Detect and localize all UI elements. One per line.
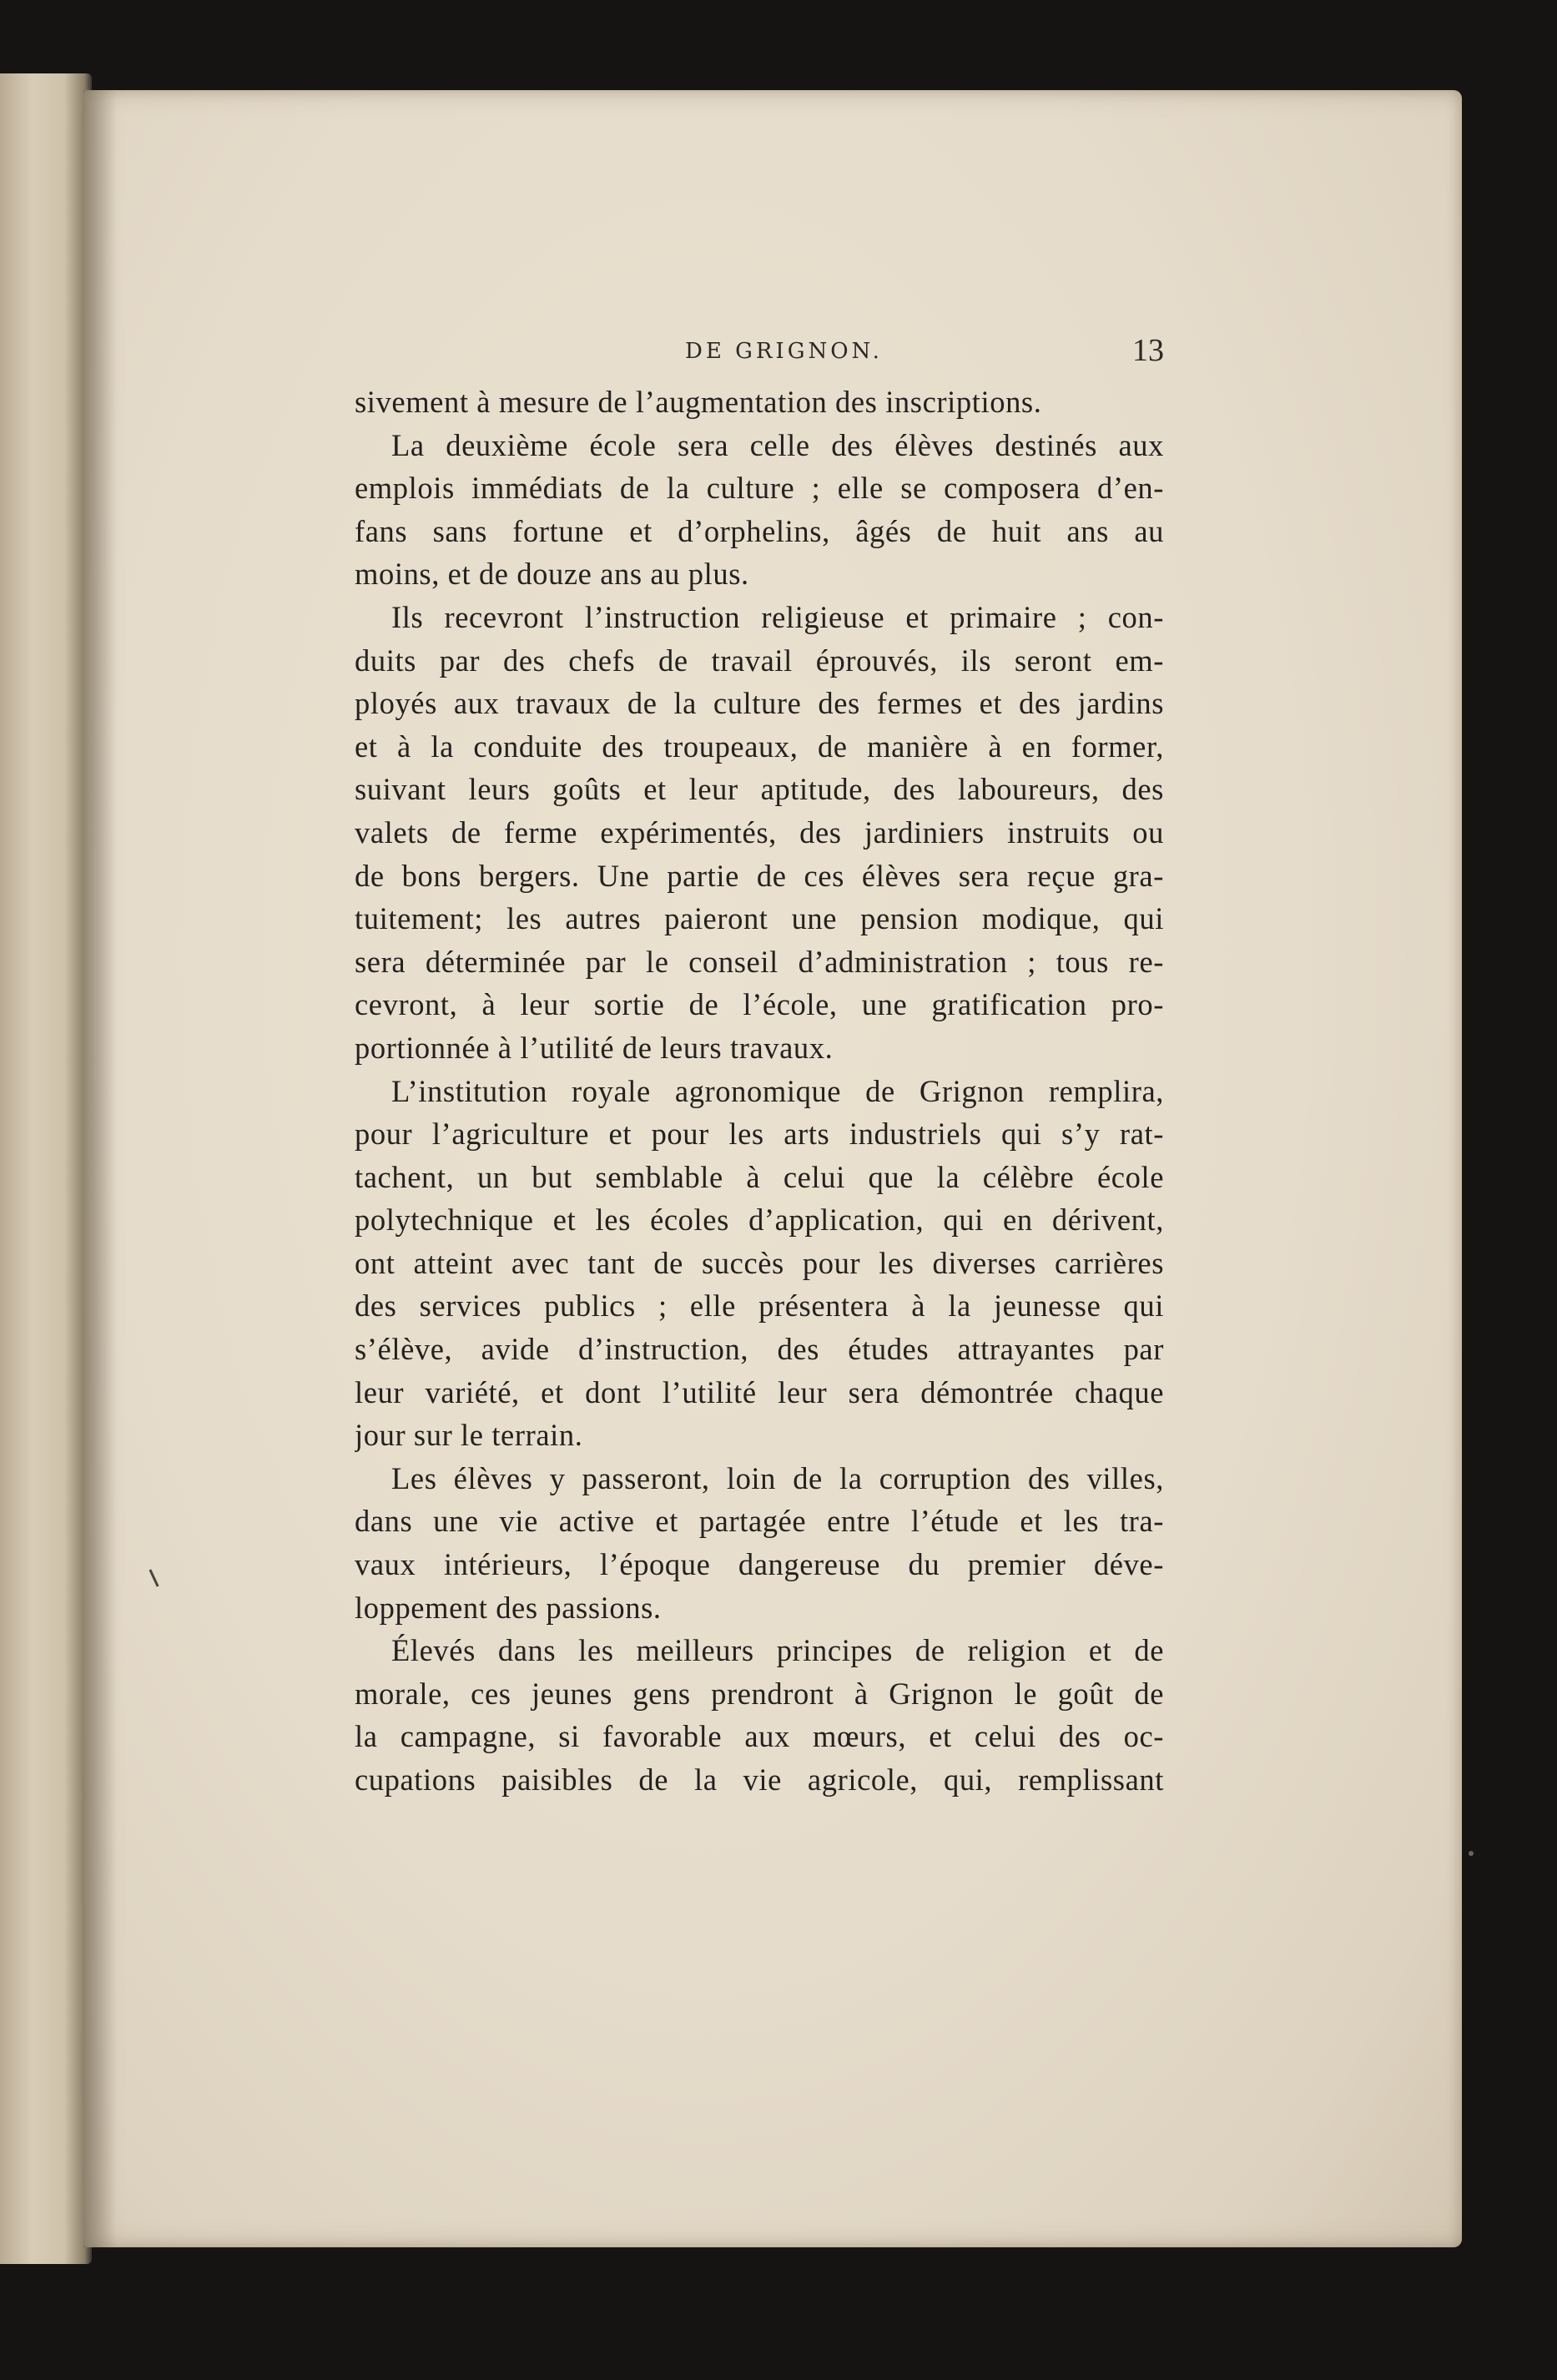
text-line: Ils recevront l’instruction religieuse et primaire ; con- [391,599,1164,634]
paragraph [355,1070,1164,1457]
text-line: s’élève, avide d’instruction, des études attrayantes par [355,1332,1164,1367]
text-line: Élevés dans les meilleurs principes de religion et de [391,1633,1164,1668]
text-line: vaux intérieurs, l’époque dangereuse du premier déve- [355,1547,1164,1582]
paragraph [355,1629,1164,1801]
text-line: Les élèves y passeront, loin de la corruption des villes, [391,1460,1164,1495]
running-title: DE GRIGNON. [685,339,883,364]
text-line: et à la conduite des troupeaux, de manière à en former, [355,729,1164,764]
text-line: jour sur le terrain. [355,1418,583,1453]
text-line: cevront, à leur sortie de l’école, une gratification pro- [355,987,1164,1022]
paragraph [355,1457,1164,1629]
paragraph [355,424,1164,596]
text-line: sivement à mesure de l’augmentation des inscriptions. [355,385,1042,419]
text-line: La deuxième école sera celle des élèves destinés aux [391,427,1164,462]
text-line: fans sans fortune et d’orphelins, âgés de huit ans au [355,513,1164,548]
text-line: tachent, un but semblable à celui que la célèbre école [355,1159,1164,1194]
text-line: suivant leurs goûts et leur aptitude, des laboureurs, des [355,772,1164,807]
text-line: valets de ferme expérimentés, des jardiniers instruits ou [355,814,1164,850]
text-line: emplois immédiats de la culture ; elle se composera d’en- [355,471,1164,506]
paragraph [355,596,1164,1070]
text-line: L’institution royale agronomique de Grignon remplira, [391,1073,1164,1108]
text-line: morale, ces jeunes gens prendront à Grignon le goût de [355,1676,1164,1711]
text-line: sera déterminée par le conseil d’administration ; tous re- [355,944,1164,979]
text-line: ployés aux travaux de la culture des fermes et des jardins [355,686,1164,721]
text-line: polytechnique et les écoles d’application, qui en dérivent, [355,1203,1164,1238]
text-line: dans une vie active et partagée entre l’étude et les tra- [355,1504,1164,1539]
running-head [355,332,1164,374]
text-line: pour l’agriculture et pour les arts industriels qui s’y rat- [355,1117,1164,1152]
gutter-shadow [83,90,117,2247]
text-line: portionnée à l’utilité de leurs travaux. [355,1030,834,1065]
body-text [355,381,1164,1802]
text-line: de bons bergers. Une partie de ces élèves sera reçue gra- [355,858,1164,893]
text-line: la campagne, si favorable aux mœurs, et celui des oc- [355,1719,1164,1754]
text-line: tuitement; les autres paieront une pension modique, qui [355,901,1164,936]
text-line: leur variété, et dont l’utilité leur sera démontrée chaque [355,1374,1164,1409]
text-line: cupations paisibles de la vie agricole, qui, remplissant [355,1762,1164,1797]
paper-speck [1469,1851,1474,1856]
text-line: duits par des chefs de travail éprouvés, ils seront em- [355,643,1164,678]
paragraph [355,381,1164,424]
page-number: 13 [1132,333,1164,368]
left-page-edge [0,73,92,2264]
text-line: des services publics ; elle présentera à la jeunesse qui [355,1288,1164,1324]
text-line: ont atteint avec tant de succès pour les diverses carrières [355,1245,1164,1280]
text-line: moins, et de douze ans au plus. [355,557,749,592]
text-line: loppement des passions. [355,1590,662,1625]
